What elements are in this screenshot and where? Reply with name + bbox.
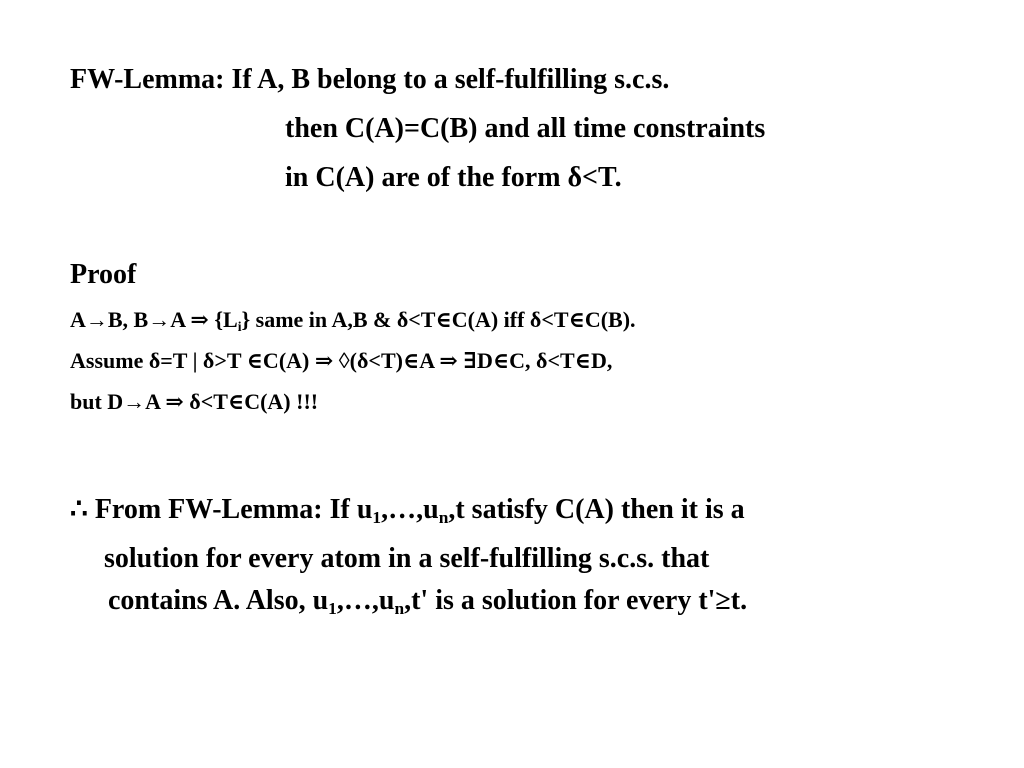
proof-heading: Proof xyxy=(70,259,137,290)
proof-line-1-text: A→B, B→A ⇒ {L xyxy=(70,307,238,332)
corollary-line-1-text: ∴ From FW-Lemma: If u xyxy=(70,494,373,525)
proof-line-1 xyxy=(70,309,636,333)
corollary-line-2: solution for every atom in a self-fulfilling s.c.s. that xyxy=(104,543,710,574)
proof-line-1-text-end: } same in A,B & δ<T∈C(A) iff δ<T∈C(B). xyxy=(241,307,636,332)
proof-line-3: but D→A ⇒ δ<T∈C(A) !!! xyxy=(70,389,319,414)
subscript-n: n xyxy=(438,507,449,527)
lemma-line-3: in C(A) are of the form δ<T. xyxy=(285,162,622,193)
corollary-line-3 xyxy=(108,587,747,617)
proof-line-2: Assume δ=T | δ>T ∈C(A) ⇒ ◊(δ<T)∈A ⇒ ∃D∈C, δ<T∈D, xyxy=(70,348,613,373)
corollary-line-3-text: contains A. Also, u xyxy=(108,585,329,616)
subscript-1: 1 xyxy=(328,598,337,618)
subscript-1: 1 xyxy=(372,507,382,527)
subscript-n: n xyxy=(394,598,405,618)
corollary-line-1-text-end: ,t satisfy C(A) then it is a xyxy=(448,494,745,525)
corollary-line-3-text-end: ,t' is a solution for every t'≥t. xyxy=(404,585,748,616)
corollary-line-3-ellipsis: ,…,u xyxy=(336,585,395,616)
lemma-line-2: then C(A)=C(B) and all time constraints xyxy=(285,113,766,144)
proof-line-1-subscript: i xyxy=(237,318,242,334)
lemma-line-1: FW-Lemma: If A, B belong to a self-fulfilling s.c.s. xyxy=(70,64,670,95)
corollary-line-1 xyxy=(70,496,745,526)
corollary-line-1-ellipsis: ,…,u xyxy=(381,494,439,525)
